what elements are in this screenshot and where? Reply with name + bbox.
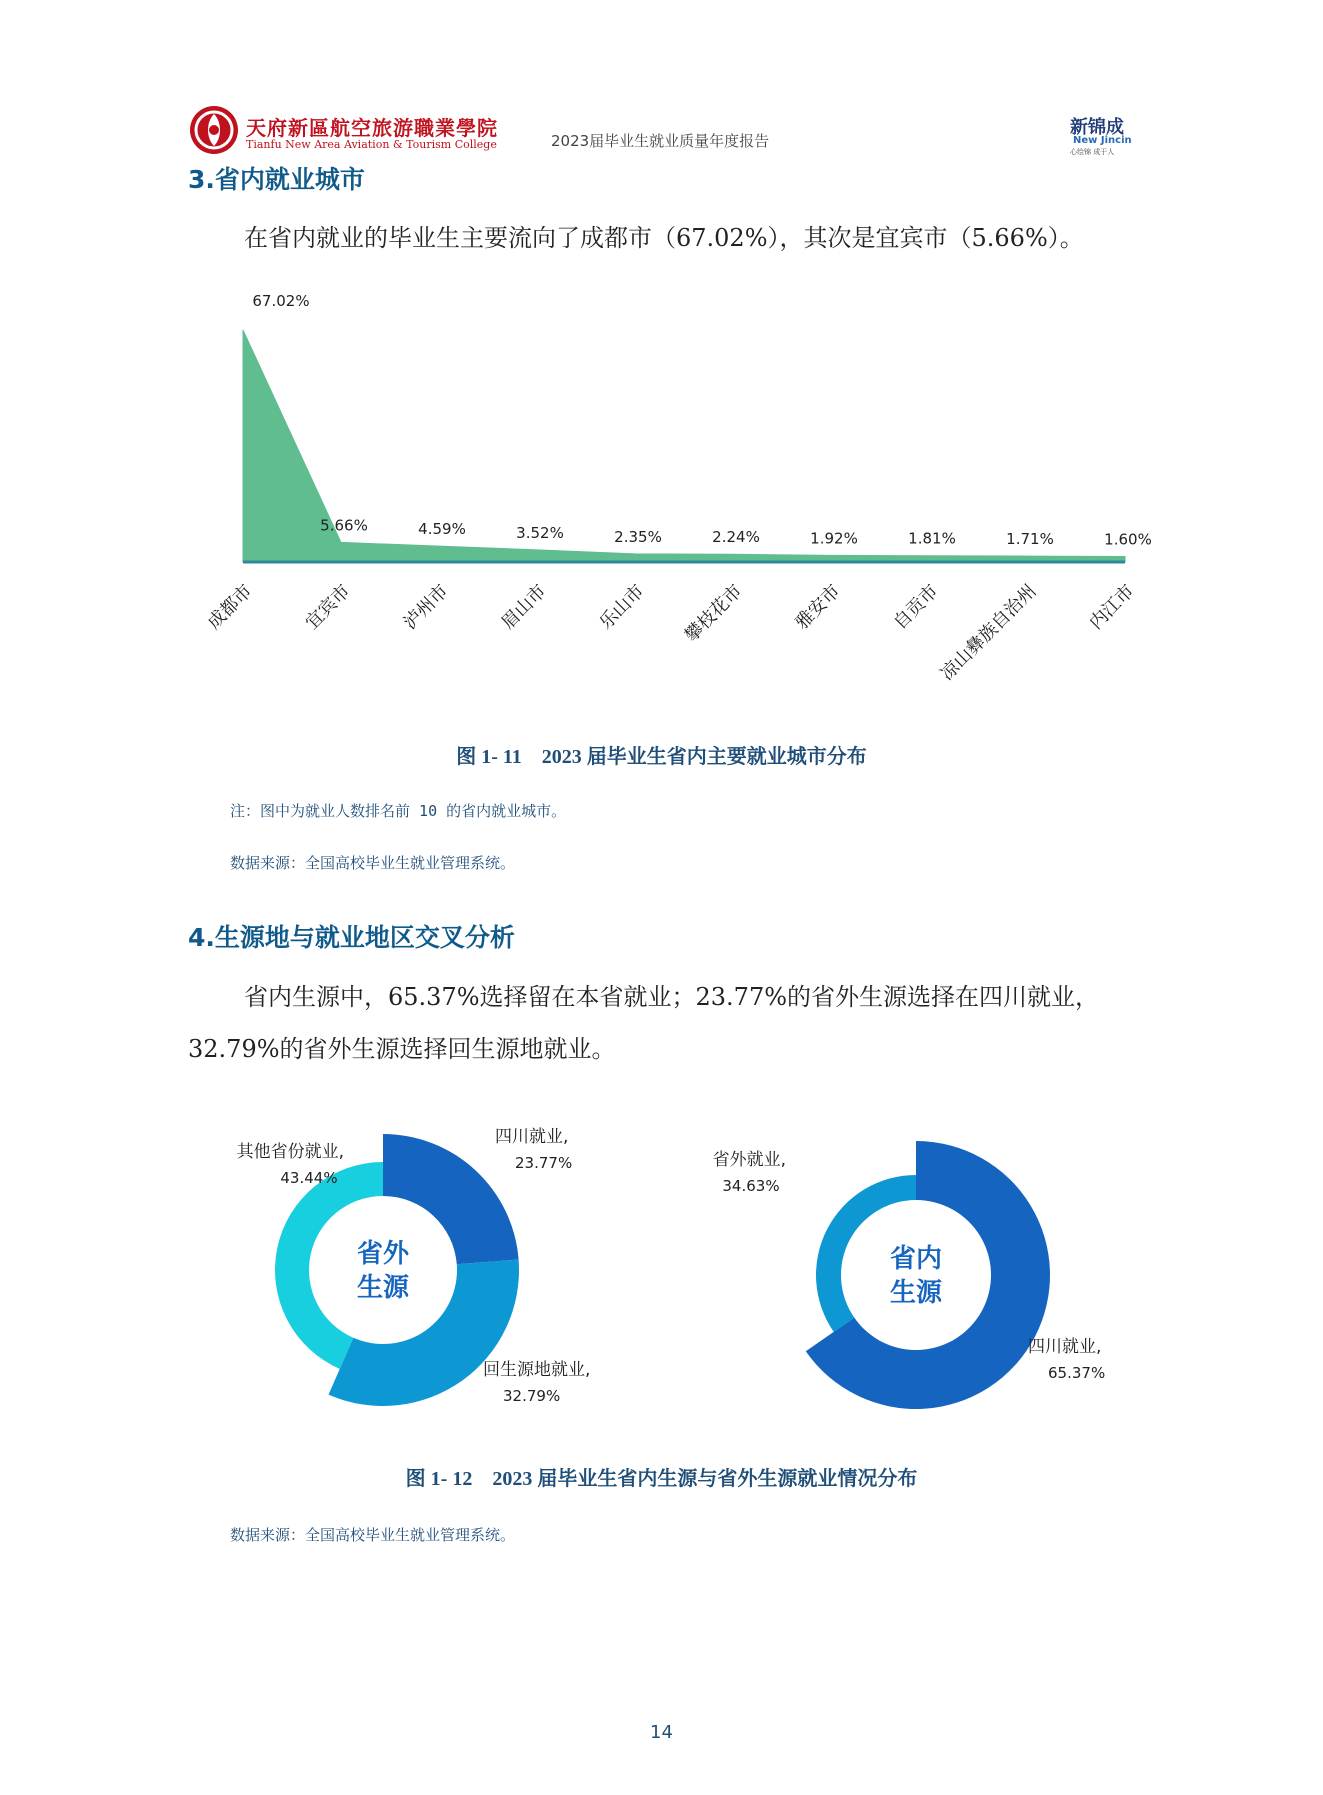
slice-label: 四川就业, [495, 1127, 569, 1147]
figure-1-11-note: 注：图中为就业人数排名前 10 的省内就业城市。 [230, 802, 567, 820]
section-title-4: 4.生源地与就业地区交叉分析 [188, 923, 515, 952]
x-tick-label: 乐山市 [595, 580, 649, 634]
slice-label: 回生源地就业, [483, 1360, 591, 1380]
section4-paragraph-line1: 省内生源中，65.37%选择留在本省就业；23.77%的省外生源选择在四川就业， [244, 983, 1100, 1011]
x-tick-label: 雅安市 [791, 580, 845, 634]
data-label: 5.66% [320, 516, 368, 535]
figure-1-11-caption: 图 1- 11 2023 届毕业生省内主要就业城市分布 [456, 746, 867, 768]
x-tick-label: 成都市 [203, 580, 257, 634]
slice-label: 省外就业, [712, 1150, 786, 1170]
donut-center-label: 生源 [889, 1278, 943, 1308]
donut-center-label: 生源 [356, 1273, 410, 1303]
data-label: 4.59% [418, 520, 466, 539]
x-tick-label: 泸州市 [399, 580, 453, 634]
slice-value-label: 34.63% [722, 1177, 780, 1195]
donut-center-label: 省外 [356, 1239, 410, 1269]
section-title-3: 3.省内就业城市 [188, 165, 365, 194]
figure-1-12-source: 数据来源：全国高校毕业生就业管理系统。 [230, 1526, 516, 1544]
brand-logo-en: New Jincin [1073, 135, 1132, 146]
donut-center-label: 省内 [889, 1244, 943, 1274]
slice-label: 四川就业, [1028, 1337, 1102, 1357]
section4-paragraph-line2: 32.79%的省外生源选择回生源地就业。 [188, 1035, 616, 1063]
donut-slice [806, 1141, 1050, 1409]
school-name: 天府新區航空旅游職業學院 [246, 116, 498, 140]
slice-value-label: 43.44% [280, 1169, 338, 1187]
figure-1-12-caption: 图 1- 12 2023 届毕业生省内生源与省外生源就业情况分布 [405, 1468, 918, 1490]
data-label: 2.24% [712, 528, 760, 547]
brand-slogan: 心绘锦 成于人 [1070, 148, 1115, 156]
x-tick-label: 内江市 [1085, 580, 1139, 634]
section3-paragraph: 在省内就业的毕业生主要流向了成都市（67.02%），其次是宜宾市（5.66%）。 [244, 224, 1084, 252]
school-name-en: Tianfu New Area Aviation & Tourism College [246, 138, 497, 151]
data-label: 67.02% [252, 292, 310, 310]
city-distribution-area-chart [0, 0, 1323, 720]
data-label: 1.92% [810, 529, 858, 548]
x-tick-label: 自贡市 [889, 580, 943, 634]
report-title: 2023届毕业生就业质量年度报告 [551, 132, 770, 150]
slice-value-label: 32.79% [503, 1387, 561, 1405]
slice-label: 其他省份就业, [236, 1142, 344, 1162]
x-tick-label: 眉山市 [497, 580, 551, 634]
figure-1-11-source: 数据来源：全国高校毕业生就业管理系统。 [230, 854, 516, 872]
data-label: 1.60% [1104, 530, 1152, 549]
slice-value-label: 65.37% [1048, 1364, 1106, 1382]
x-tick-label: 攀枝花市 [680, 580, 747, 647]
page-number: 14 [650, 1722, 673, 1743]
brand-logo-text: 新锦成 [1070, 117, 1124, 138]
data-label: 2.35% [614, 527, 662, 546]
slice-value-label: 23.77% [515, 1154, 573, 1172]
data-label: 1.81% [908, 529, 956, 548]
x-tick-label: 宜宾市 [301, 580, 355, 634]
data-label: 3.52% [516, 523, 564, 542]
data-label: 1.71% [1006, 530, 1054, 549]
source-employment-donut-charts [0, 1090, 1323, 1420]
area-series [243, 330, 1125, 562]
x-tick-label: 凉山彝族自治州 [936, 580, 1041, 685]
